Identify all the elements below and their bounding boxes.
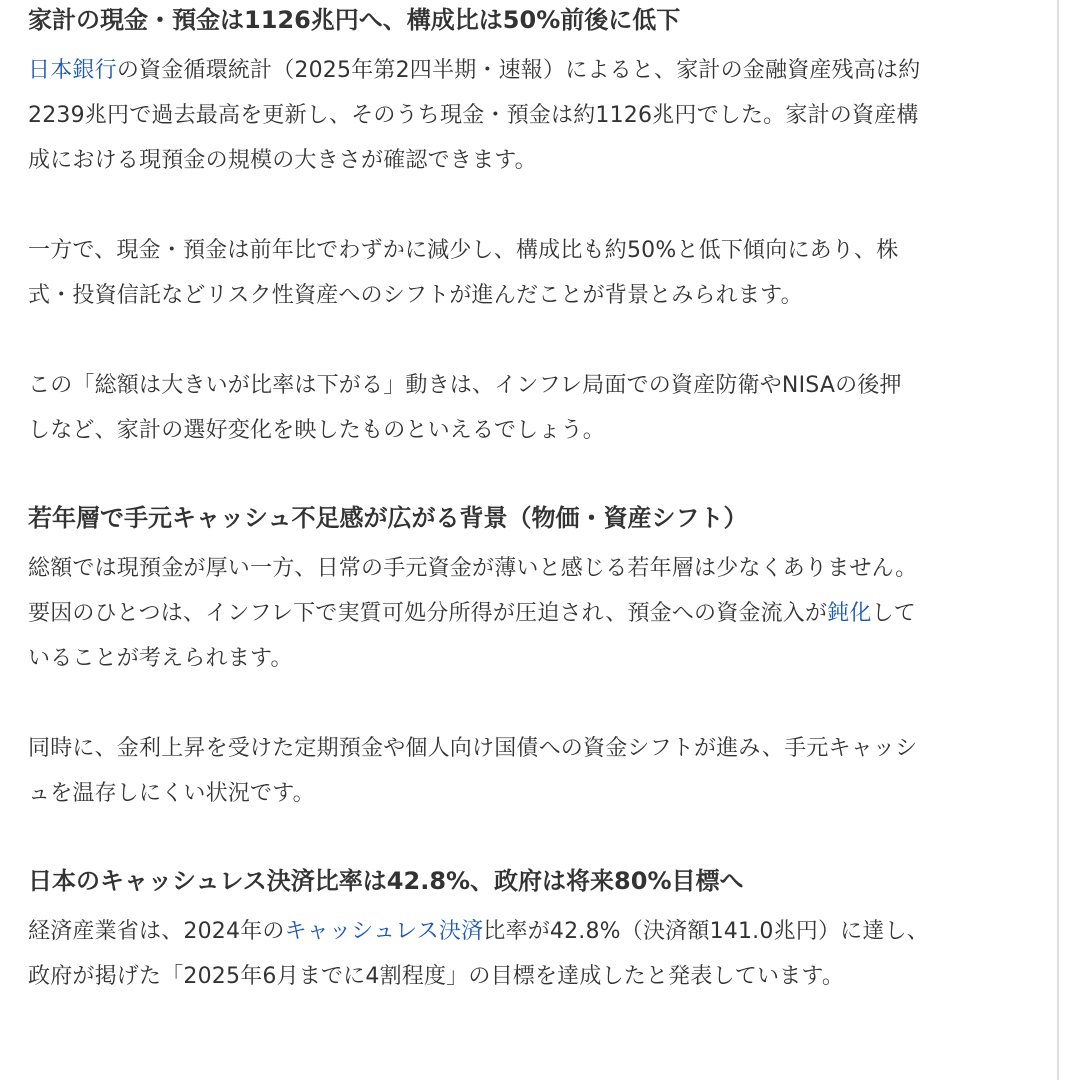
paragraph-text: 一方で、現金・預金は前年比でわずかに減少し、構成比も約50%と低下傾向にあり、株 — [28, 238, 899, 263]
link-boj[interactable]: 日本銀行 — [28, 58, 117, 83]
article-body — [28, 0, 1038, 999]
link-slowdown[interactable]: 鈍化 — [827, 601, 872, 626]
paragraph-text: 経済産業省は、2024年の — [28, 919, 285, 944]
paragraph-text: 式・投資信託などリスク性資産へのシフトが進んだことが背景とみられます。 — [28, 283, 803, 308]
section-heading-young-cash: 若年層で手元キャッシュ不足感が広がる背景（物価・資産シフト） — [28, 504, 748, 532]
paragraph — [28, 909, 1038, 999]
paragraph-text: 同時に、金利上昇を受けた定期預金や個人向け国債への資金シフトが進み、手元キャッシ — [28, 736, 918, 761]
paragraph-text: 要因のひとつは、インフレ下で実質可処分所得が圧迫され、預金への資金流入が — [28, 601, 828, 626]
paragraph-text: ュを温存しにくい状況です。 — [28, 781, 315, 806]
paragraph-text: この「総額は大きいが比率は下がる」動きは、インフレ局面での資産防衛やNISAの後押 — [28, 373, 902, 398]
section-heading-cashless: 日本のキャッシュレス決済比率は42.8%、政府は将来80%目標へ — [28, 867, 744, 895]
paragraph-text: して — [871, 601, 917, 626]
paragraph — [28, 363, 1038, 453]
paragraph — [28, 726, 1038, 816]
link-cashless-payment[interactable]: キャッシュレス決済 — [284, 919, 484, 944]
paragraph-text: の資金循環統計（2025年第2四半期・速報）によると、家計の金融資産残高は約 — [116, 58, 921, 83]
paragraph-text: いることが考えられます。 — [28, 646, 293, 671]
scrollbar[interactable] — [1057, 0, 1059, 1080]
paragraph-text: 総額では現預金が厚い一方、日常の手元資金が薄いと感じる若年層は少なくありません。 — [28, 556, 918, 581]
paragraph-text: 比率が42.8%（決済額141.0兆円）に達し、 — [483, 919, 929, 944]
paragraph-text: しなど、家計の選好変化を映したものといえるでしょう。 — [28, 418, 605, 443]
paragraph — [28, 48, 1038, 183]
paragraph-text: 成における現預金の規模の大きさが確認できます。 — [28, 148, 537, 173]
paragraph-text: 政府が掲げた「2025年6月までに4割程度」の目標を達成したと発表しています。 — [28, 964, 845, 989]
section-heading-cash-deposits: 家計の現金・預金は1126兆円へ、構成比は50%前後に低下 — [28, 6, 681, 34]
paragraph — [28, 228, 1038, 318]
paragraph-text: 2239兆円で過去最高を更新し、そのうち現金・預金は約1126兆円でした。家計の資産構 — [28, 103, 919, 128]
paragraph — [28, 546, 1038, 681]
